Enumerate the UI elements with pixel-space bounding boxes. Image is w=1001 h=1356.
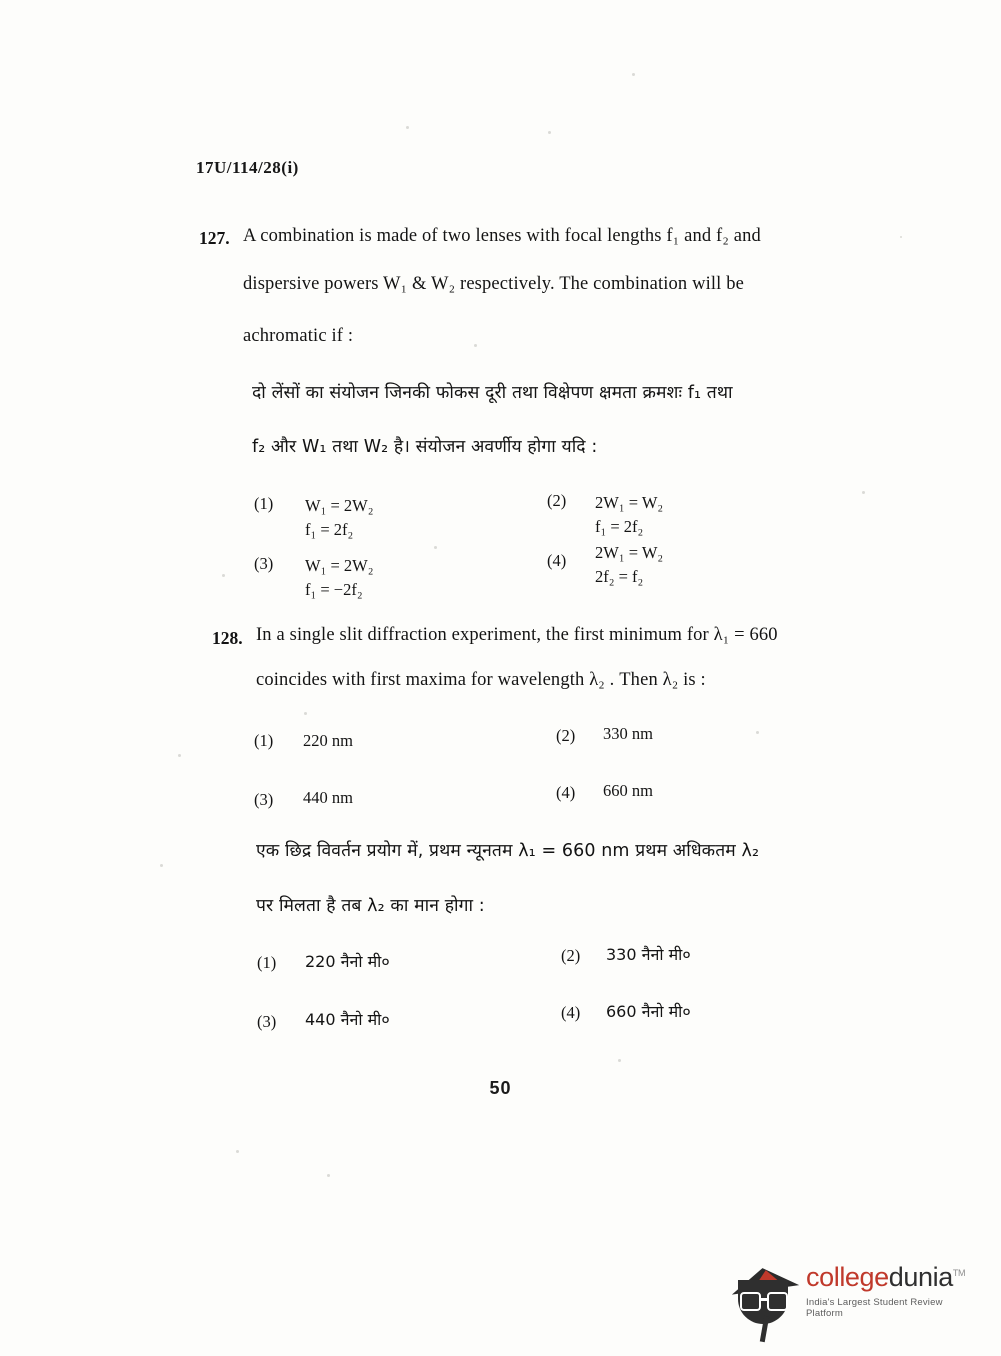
option-1-line-2: f₁ = 2f₂ [305, 519, 354, 539]
question-text-hi-line-1: दो लेंसों का संयोजन जिनकी फोकस दूरी तथा विक्षेपण क्षमता क्रमशः f₁ तथा [252, 383, 733, 403]
option-2-line-2: f₁ = 2f₂ [595, 516, 644, 536]
option-label-2-en[interactable]: (2) [556, 726, 576, 745]
option-4-line-1: 2W₁ = W₂ [595, 543, 664, 562]
scan-speck [618, 1059, 621, 1062]
brand-part-one: college [806, 1262, 889, 1292]
question-text-en-line-1: In a single slit diffraction experiment, the first minimum for λ₁ = 660 [256, 625, 778, 645]
trademark-symbol: TM [952, 1268, 966, 1278]
option-3-line-1: W₁ = 2W₂ [305, 556, 374, 575]
question-text-en-line-2: coincides with first maxima for wavelength λ₂ . Then λ₂ is : [256, 670, 706, 690]
question-text-en-line-1: A combination is made of two lenses with focal lengths f₁ and f₂ and [243, 226, 761, 246]
option-label-3-hi[interactable]: (3) [257, 1012, 277, 1031]
watermark-text [806, 1264, 976, 1319]
option-label-4-hi[interactable]: (4) [561, 1003, 581, 1022]
question-text-hi-line-2: f₂ और W₁ तथा W₂ है। संयोजन अवर्णीय होगा यदि : [252, 437, 598, 457]
option-label-4[interactable]: (4) [547, 551, 567, 570]
option-label-1-hi[interactable]: (1) [257, 953, 277, 972]
option-text-4[interactable] [595, 541, 663, 589]
question-text-hi-line-2: पर मिलता है तब λ₂ का मान होगा : [256, 896, 485, 916]
option-label-3-en[interactable]: (3) [254, 790, 274, 809]
scan-speck [756, 731, 759, 734]
option-label-2-hi[interactable]: (2) [561, 946, 581, 965]
scan-speck [474, 344, 477, 347]
question-number: 128. [212, 628, 243, 648]
option-text-1-hi[interactable]: 220 नैनो मी० [305, 952, 390, 971]
scan-speck [632, 73, 635, 76]
scan-speck [236, 1150, 239, 1153]
option-text-1-en[interactable]: 220 nm [303, 731, 353, 750]
question-number: 127. [199, 228, 230, 248]
option-text-3-en[interactable]: 440 nm [303, 788, 353, 807]
question-text-en-line-2: dispersive powers W₁ & W₂ respectively. The combination will be [243, 274, 745, 294]
scan-speck [160, 864, 163, 867]
collegedunia-watermark [726, 1258, 976, 1344]
option-text-3[interactable] [305, 554, 373, 602]
watermark-brand [806, 1264, 976, 1291]
paper-code: 17U/114/28(i) [196, 158, 299, 177]
option-text-2-hi[interactable]: 330 नैनो मी० [606, 945, 691, 964]
option-text-2-en[interactable]: 330 nm [603, 724, 653, 743]
option-text-3-hi[interactable]: 440 नैनो मी० [305, 1010, 390, 1029]
option-text-2[interactable] [595, 491, 663, 539]
option-label-3[interactable]: (3) [254, 554, 274, 573]
scan-speck [327, 1174, 330, 1177]
option-2-line-1: 2W₁ = W₂ [595, 493, 664, 512]
scan-speck [900, 236, 902, 238]
scan-speck [862, 491, 865, 494]
brand-part-two: dunia [888, 1262, 953, 1292]
option-label-1[interactable]: (1) [254, 494, 274, 513]
option-label-1-en[interactable]: (1) [254, 731, 274, 750]
scan-speck [304, 712, 307, 715]
question-text-hi-line-1: एक छिद्र विवर्तन प्रयोग में, प्रथम न्यूनतम λ₁ = 660 nm प्रथम अधिकतम λ₂ [256, 841, 760, 861]
glasses-icon [738, 1292, 788, 1308]
option-text-4-hi[interactable]: 660 नैनो मी० [606, 1002, 691, 1021]
option-1-line-1: W₁ = 2W₂ [305, 496, 374, 515]
watermark-tagline: India's Largest Student Review Platform [806, 1297, 943, 1319]
option-text-1[interactable] [305, 494, 373, 542]
option-label-2[interactable]: (2) [547, 491, 567, 510]
scan-speck [406, 126, 409, 129]
scan-speck [434, 546, 437, 549]
page-number: 50 [489, 1078, 512, 1098]
scan-speck [222, 574, 225, 577]
scan-speck [178, 754, 181, 757]
option-label-4-en[interactable]: (4) [556, 783, 576, 802]
question-text-en-line-3: achromatic if : [243, 326, 354, 346]
option-3-line-2: f₁ = −2f₂ [305, 579, 363, 599]
scan-speck [548, 131, 551, 134]
option-4-line-2: 2f₂ = f₂ [595, 566, 644, 586]
option-text-4-en[interactable]: 660 nm [603, 781, 653, 800]
